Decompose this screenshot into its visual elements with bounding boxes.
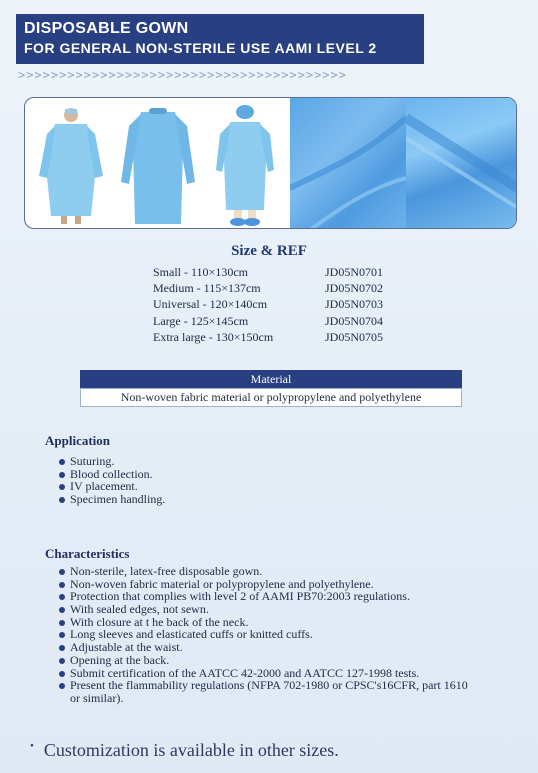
material-value: Non-woven fabric material or polypropylene and polyethylene (80, 388, 462, 407)
list-item: IV placement. (58, 480, 165, 493)
arrow-divider: >>>>>>>>>>>>>>>>>>>>>>>>>>>>>>>>>>>>>>>> (18, 68, 347, 82)
seam-closeup-photo (406, 98, 517, 228)
bullet-icon: • (30, 740, 34, 752)
list-item: With closure at t he back of the neck. (58, 616, 468, 629)
size-row (153, 264, 413, 280)
list-item: With sealed edges, not sewn. (58, 603, 468, 616)
size-name: Extra large - 130×150cm (153, 329, 274, 344)
size-name: Universal - 120×140cm (153, 297, 268, 312)
size-name: Medium - 115×137cm (153, 281, 261, 296)
list-item: Blood collection. (58, 468, 165, 481)
size-ref: JD05N0702 (325, 281, 384, 296)
size-row (153, 329, 413, 345)
list-item: Suturing. (58, 455, 165, 468)
title-banner (16, 14, 424, 64)
size-row (153, 280, 413, 296)
customization-note (30, 740, 339, 761)
gown-hanging-photo (115, 98, 200, 228)
size-ref: JD05N0704 (325, 313, 384, 328)
size-ref-title: Size & REF (231, 243, 307, 259)
size-name: Large - 125×145cm (153, 313, 249, 328)
list-item: Non-woven fabric material or polypropylene and polyethylene. (58, 578, 468, 591)
characteristics-title: Characteristics (45, 546, 130, 561)
list-item: Submit certification of the AATCC 42-2000 and AATCC 127-1998 tests. (58, 667, 468, 680)
size-ref: JD05N0705 (325, 329, 384, 344)
product-photo-strip (24, 97, 517, 229)
size-name: Small - 110×130cm (153, 265, 248, 279)
application-title: Application (45, 433, 111, 448)
list-item: Present the flammability regulations (NFPA 702-1980 or CPSC's16CFR, part 1610 or similar). (58, 679, 468, 704)
characteristics-list (58, 565, 468, 705)
list-item: Adjustable at the waist. (58, 641, 468, 654)
size-row (153, 313, 413, 329)
material-header: Material (80, 370, 462, 388)
list-item: Long sleeves and elasticated cuffs or knitted cuffs. (58, 628, 468, 641)
fabric-closeup-photo (290, 98, 406, 228)
list-item: Non-sterile, latex-free disposable gown. (58, 565, 468, 578)
material-table (80, 370, 462, 407)
application-list (58, 455, 165, 506)
list-item: Protection that complies with level 2 of AAMI PB70:2003 regulations. (58, 590, 468, 603)
page-title: DISPOSABLE GOWN (24, 20, 189, 37)
list-item: Opening at the back. (58, 654, 468, 667)
size-ref: JD05N0701 (325, 265, 384, 279)
customization-text: Customization is available in other sizes. (43, 740, 339, 760)
size-row (153, 296, 413, 312)
gown-back-photo (200, 98, 290, 228)
size-ref: JD05N0703 (325, 297, 384, 312)
size-ref-table (153, 264, 413, 345)
list-item: Specimen handling. (58, 493, 165, 506)
gown-front-photo (25, 98, 115, 228)
page-subtitle: FOR GENERAL NON-STERILE USE AAMI LEVEL 2 (24, 40, 377, 56)
